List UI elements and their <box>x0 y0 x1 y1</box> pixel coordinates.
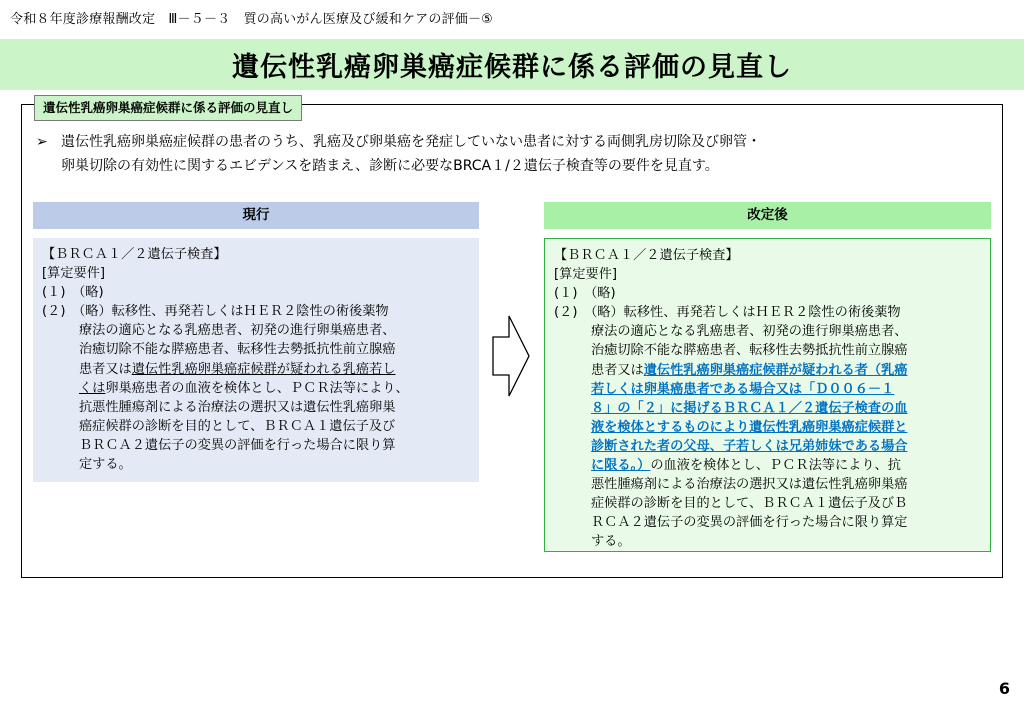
revised-line: (１) （略) <box>554 286 616 302</box>
current-line: 治癒切除不能な膵癌患者、転移性去勢抵抗性前立腺癌 <box>79 342 396 358</box>
current-line: (２) （略）転移性、再発若しくはＨＥＲ２陰性の術後薬物 <box>42 304 389 320</box>
revised-highlighted-text: に限る。） <box>591 458 651 474</box>
revised-line: する。 <box>591 534 631 550</box>
bullet-arrow-icon: ➢ <box>36 134 48 150</box>
page-number: 6 <box>998 679 1010 698</box>
current-line: (１) （略) <box>42 285 104 301</box>
revised-highlighted-text: 遺伝性乳癌卵巣癌症候群が疑われる者（乳癌 <box>643 362 908 378</box>
revised-highlighted-line: ８」の「２」に掲げるＢＲＣＡ１／２遺伝子検査の血 <box>591 400 908 416</box>
title-bar <box>0 39 1024 90</box>
revised-line: ＲＣＡ２遺伝子の変異の評価を行った場合に限り算定 <box>591 515 908 531</box>
page-title: 遺伝性乳癌卵巣癌症候群に係る評価の見直し <box>232 52 792 83</box>
current-line: 定する。 <box>79 457 132 473</box>
revised-line: 悪性腫瘍剤による治療法の選択又は遺伝性乳癌卵巣癌 <box>591 477 908 493</box>
revised-line: 症候群の診断を目的として、ＢＲＣＡ１遺伝子及びＢ <box>591 496 908 512</box>
current-underlined-text: くは <box>79 380 106 396</box>
current-text-segment: 患者又は <box>79 361 132 377</box>
right-arrow-icon <box>492 314 530 398</box>
revised-highlighted-line: 若しくは卵巣癌患者である場合又は「Ｄ００６－１ <box>591 381 895 397</box>
current-line: 癌症候群の診断を目的として、ＢＲＣＡ１遺伝子及び <box>79 418 396 434</box>
revised-line: 療法の適応となる乳癌患者、初発の進行卵巣癌患者、 <box>591 324 908 340</box>
revised-line: 【ＢＲＣＡ１／２遺伝子検査】 <box>554 248 739 263</box>
revised-line: [算定要件] <box>554 267 618 283</box>
current-column-heading: 現行 <box>33 202 479 229</box>
revised-line: 治癒切除不能な膵癌患者、転移性去勢抵抗性前立腺癌 <box>591 343 908 359</box>
current-underlined-text: 遺伝性乳癌卵巣癌症候群が疑われる乳癌若し <box>131 361 396 377</box>
current-text-box <box>33 238 479 482</box>
current-line <box>42 360 471 379</box>
summary-line-2: 卵巣切除の有効性に関するエビデンスを踏まえ、診断に必要なBRCA１/２遺伝子検査等の要件を見直す。 <box>61 158 719 174</box>
revised-text-box <box>544 238 991 552</box>
revised-column-heading: 改定後 <box>544 202 991 229</box>
revised-line: (２) （略）転移性、再発若しくはＨＥＲ２陰性の術後薬物 <box>554 305 901 321</box>
current-line <box>42 379 471 398</box>
revised-highlighted-line: 診断された者の父母、子若しくは兄弟姉妹である場合 <box>591 438 908 454</box>
document-header: 令和８年度診療報酬改定 Ⅲ－５－３ 質の高いがん医療及び緩和ケアの評価－⑤ <box>10 12 494 27</box>
current-line: 【ＢＲＣＡ１／２遺伝子検査】 <box>42 247 227 262</box>
revised-text-segment: の血液を検体とし、ＰＣＲ法等により、抗 <box>650 458 901 474</box>
current-line: 療法の適応となる乳癌患者、初発の進行卵巣癌患者、 <box>79 323 396 339</box>
current-text-segment: 卵巣癌患者の血液を検体とし、ＰＣＲ法等により、 <box>105 380 409 396</box>
summary-line-1: 遺伝性乳癌卵巣癌症候群の患者のうち、乳癌及び卵巣癌を発症していない患者に対する両側乳房切除及び卵管・ <box>61 134 761 150</box>
revised-line <box>554 456 982 475</box>
revised-highlighted-line: 液を検体とするものにより遺伝性乳癌卵巣癌症候群と <box>591 419 908 435</box>
summary-bullet-item <box>36 130 996 178</box>
revised-line <box>554 361 982 380</box>
section-label: 遺伝性乳癌卵巣癌症候群に係る評価の見直し <box>34 95 302 121</box>
current-line: 抗悪性腫瘍剤による治療法の選択又は遺伝性乳癌卵巣 <box>79 399 396 415</box>
current-line: [算定要件] <box>42 266 106 282</box>
current-line: ＢＲＣＡ２遺伝子の変異の評価を行った場合に限り算 <box>79 437 396 453</box>
revised-text-segment: 患者又は <box>591 362 644 378</box>
